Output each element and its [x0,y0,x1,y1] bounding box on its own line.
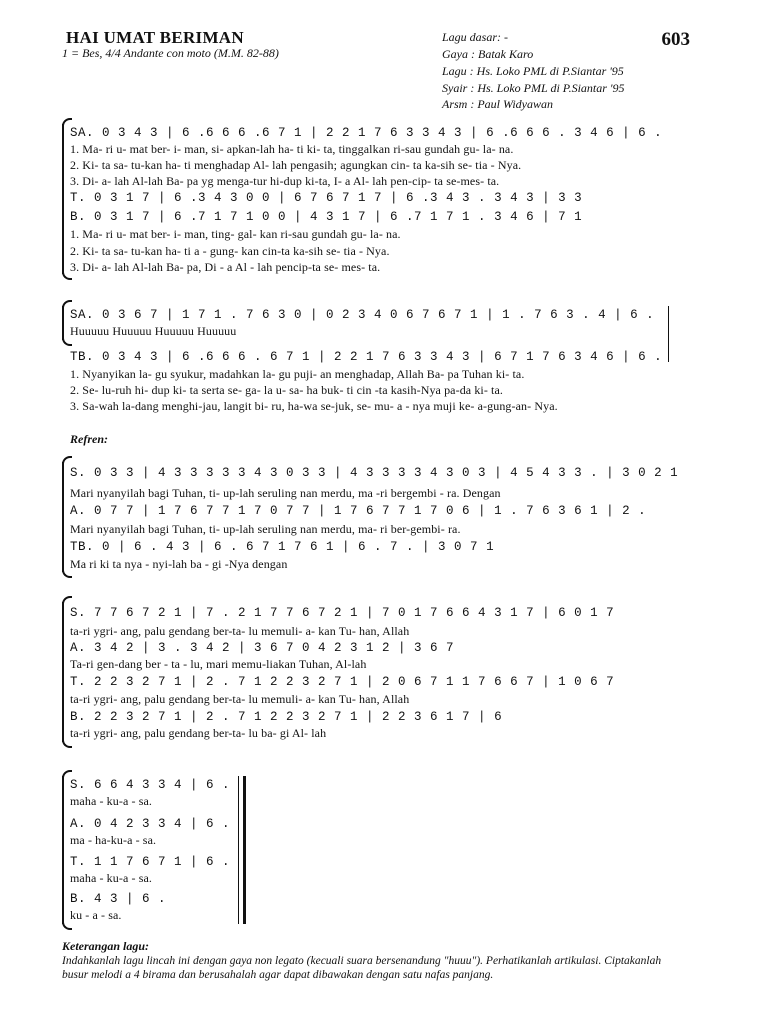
meta-arsm: Arsm : Paul Widyawan [442,97,553,111]
tb-notes: TB. 0 3 4 3 | 6 .6 6 6 . 6 7 1 | 2 2 1 7 6 3 3 4 3 | 6 7 1 7 6 3 4 6 | 6 . [70,350,663,364]
tenor-notes: T. 0 3 1 7 | 6 .3 4 3 0 0 | 6 7 6 7 1 7 | 6 .3 4 3 . 3 4 3 | 3 3 [70,191,583,205]
bass-notes: B. 0 3 1 7 | 6 .7 1 7 1 0 0 | 4 3 1 7 | 6 .7 1 7 1 . 3 4 6 | 7 1 [70,210,583,224]
system-bracket [62,124,64,274]
soprano-lyrics: maha - ku-a - sa. [70,794,152,808]
score-system-4 [62,602,674,742]
key-tempo: 1 = Bes, 4/4 Andante con moto (M.M. 82-88) [62,46,279,60]
lyric-verse-3: 3. Di- a- lah Al-lah Ba- pa yg menga-tur hi-dup ki-ta, I- a Al- lah pen-cip- ta se-mes- ta. [70,174,500,188]
lyric-verse-1: 1. Ma- ri u- mat ber- i- man, si- apkan-lah ha- ti ki- ta, tinggalkan ri-sau gundah gu- la- na. [70,142,514,156]
lyric-verse-2: 2. Ki- ta sa- tu-kan ha- ti a - gung- kan cin-ta ka-sih se- tia - Nya. [70,244,390,258]
sa-notes: SA. 0 3 4 3 | 6 .6 6 6 .6 7 1 | 2 2 1 7 6 3 3 4 3 | 6 .6 6 6 . 3 4 6 | 6 . [70,126,663,140]
soprano-notes: S. 0 3 3 | 4 3 3 3 3 3 4 3 0 3 3 | 4 3 3 3 3 4 3 0 3 | 4 5 4 3 3 . | 3 0 2 1 [70,466,679,480]
alto-notes: A. 0 4 2 3 3 4 | 6 . [70,817,231,831]
tenor-notes: T. 2 2 3 2 7 1 | 2 . 7 1 2 2 3 2 7 1 | 2 0 6 7 1 1 7 6 6 7 | 1 0 6 7 [70,675,615,689]
score-system-2 [62,306,674,412]
notes-heading: Keterangan lagu: [62,939,150,953]
tenor-lyrics: ta-ri ygri- ang, palu gendang ber-ta- lu memuli- a- kan Tu- han, Allah [70,692,410,706]
soprano-lyrics: ta-ri ygri- ang, palu gendang ber-ta- lu memuli- a- kan Tu- han, Allah [70,624,410,638]
lyric-verse-3: 3. Sa-wah la-dang menghi-jau, langit bi- ru, ha-wa se-juk, se- mu- a - nya muji ke- a-gung-an- Nya. [70,399,558,413]
alto-notes: A. 0 7 7 | 1 7 6 7 7 1 7 0 7 7 | 1 7 6 7 7 1 7 0 6 | 1 . 7 6 3 6 1 | 2 . [70,504,647,518]
alto-lyrics: Mari nyanyilah bagi Tuhan, ti- up-lah seruling nan merdu, ma- ri ber-gembi- ra. [70,522,461,536]
lyric-verse-1: 1. Nyanyikan la- gu syukur, madahkan la- gu puji- an menghadap, Allah Ba- pa Tuhan ki- ta. [70,367,525,381]
notes-text: Indahkanlah lagu lincah ini dengan gaya non legato (kecuali suara bersenandung "huuu"). Perhatikanlah artikulasi. Ciptakanlah busur melodi a 4 birama dan berusahalah agar dapat dibawakan dengan satu nafas panjang. [62,955,662,981]
alto-notes: A. 3 4 2 | 3 . 3 4 2 | 3 6 7 0 4 2 3 1 2 | 3 6 7 [70,641,455,655]
alto-lyrics: Ta-ri gen-dang ber - ta - lu, mari memu-liakan Tuhan, Al-lah [70,657,367,671]
final-barline [238,776,239,924]
system-bracket [62,602,64,742]
ending-system [62,776,252,924]
page-number: 603 [661,29,690,50]
system-bracket [62,776,64,924]
score-system-1 [62,124,674,274]
tb-lyrics: Ma ri ki ta nya - nyi-lah ba - gi -Nya dengan [70,557,288,571]
alto-lyrics: ma - ha-ku-a - sa. [70,833,157,847]
lyric-verse-3: 3. Di- a- lah Al-lah Ba- pa, Di - a Al - lah pencip-ta se- mes- ta. [70,260,381,274]
final-barline-thick [243,776,246,924]
tenor-notes: T. 1 1 7 6 7 1 | 6 . [70,855,231,869]
refrain-system [62,462,679,572]
bass-lyrics: ta-ri ygri- ang, palu gendang ber-ta- lu ba- gi Al- lah [70,726,327,740]
meta-lagu-dasar: Lagu dasar: - [442,30,509,44]
lyric-verse-2: 2. Ki- ta sa- tu-kan ha- ti menghadap Al- lah pengasih; agungkan cin- ta ka-sih se- tia - Nya. [70,158,522,172]
refrain-label: Refren: [70,432,108,446]
system-bracket [62,306,64,340]
soprano-notes: S. 7 7 6 7 2 1 | 7 . 2 1 7 7 6 7 2 1 | 7 0 1 7 6 6 4 3 1 7 | 6 0 1 7 [70,606,615,620]
song-title: HAI UMAT BERIMAN [66,28,244,47]
system-bracket [62,462,64,572]
meta-syair: Syair : Hs. Loko PML di P.Siantar '95 [442,81,625,95]
tb-notes: TB. 0 | 6 . 4 3 | 6 . 6 7 1 7 6 1 | 6 . 7 . | 3 0 7 1 [70,540,495,554]
soprano-lyrics: Mari nyanyilah bagi Tuhan, ti- up-lah seruling nan merdu, ma -ri bergembi - ra. Dengan [70,486,501,500]
meta-lagu: Lagu : Hs. Loko PML di P.Siantar '95 [442,64,624,78]
soprano-notes: S. 6 6 4 3 3 4 | 6 . [70,778,231,792]
end-barline [668,306,669,362]
bass-lyrics: ku - a - sa. [70,908,122,922]
bass-notes: B. 2 2 3 2 7 1 | 2 . 7 1 2 2 3 2 7 1 | 2 2 3 6 1 7 | 6 [70,710,503,724]
humming-line: Huuuuu Huuuuu Huuuuu Huuuuu [70,324,237,338]
tenor-lyrics: maha - ku-a - sa. [70,871,152,885]
sa-notes: SA. 0 3 6 7 | 1 7 1 . 7 6 3 0 | 0 2 3 4 0 6 7 6 7 1 | 1 . 7 6 3 . 4 | 6 . [70,308,655,322]
lyric-verse-2: 2. Se- lu-ruh hi- dup ki- ta serta se- ga- la u- sa- ha buk- ti cin -ta kasih-Nya pa-da ki- ta. [70,383,504,397]
meta-gaya: Gaya : Batak Karo [442,47,534,61]
bass-notes: B. 4 3 | 6 . [70,892,167,906]
lyric-verse-1: 1. Ma- ri u- mat ber- i- man, ting- gal- kan ri-sau gundah gu- la- na. [70,227,401,241]
